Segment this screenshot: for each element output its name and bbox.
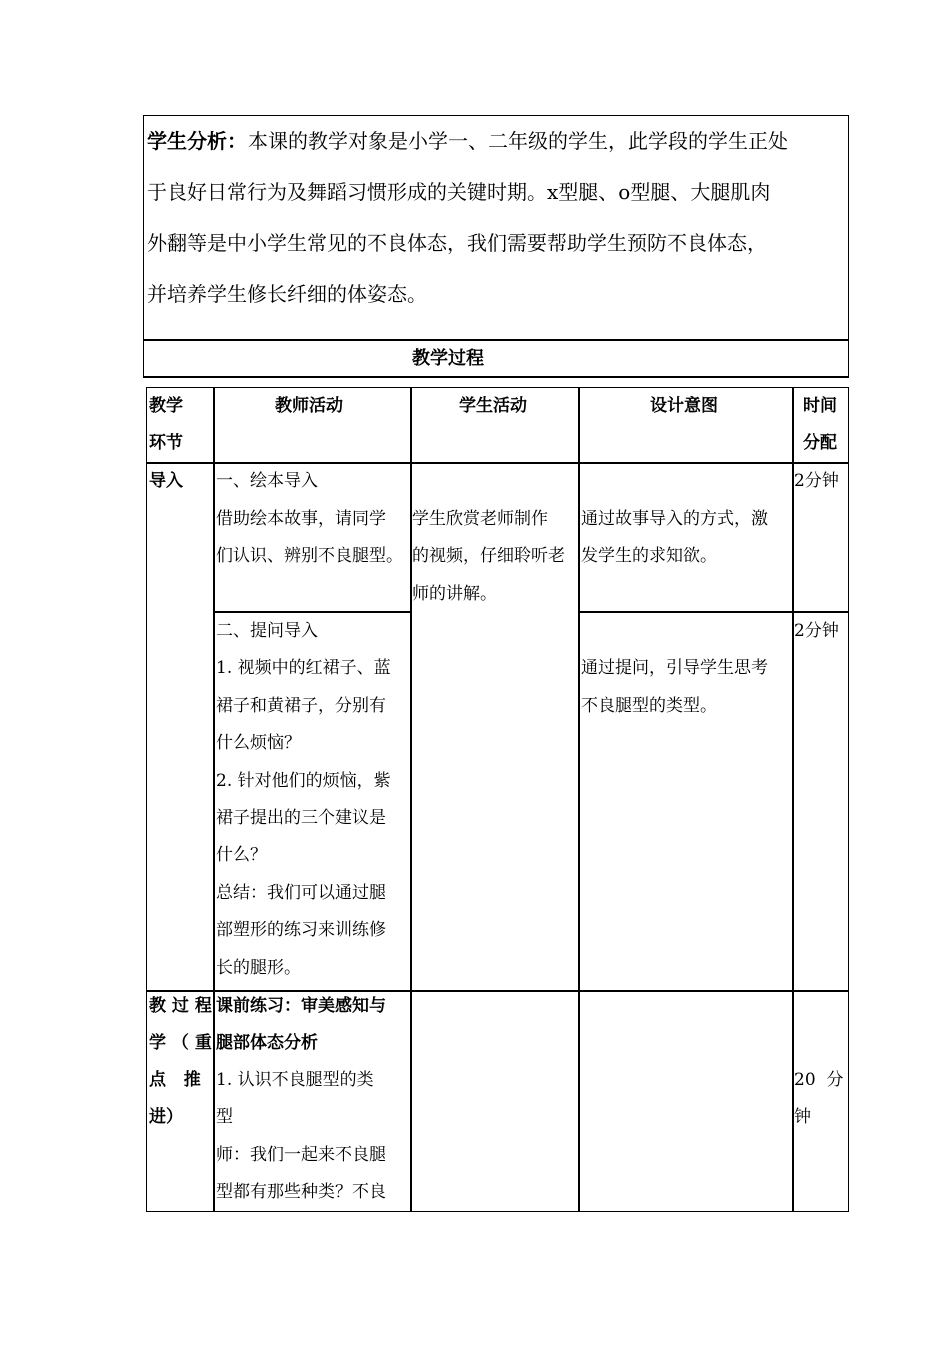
process-teacher-bold-2: 腿部体态分析	[216, 1033, 318, 1053]
intro-teacher-1-line-1: 一、绘本导入	[216, 471, 318, 491]
intro-teacher-2-line-9: 部塑形的练习来训练修	[216, 920, 386, 940]
process-teacher-line-3: 师：我们一起来不良腿	[216, 1145, 386, 1165]
intro-stage: 导入	[149, 471, 183, 491]
row-line-teacher-split	[213, 611, 411, 613]
process-time-line-2: 钟	[794, 1107, 811, 1127]
intro-teacher-2-line-5: 2. 针对他们的烦恼，紫	[216, 771, 391, 791]
intro-teacher-2-line-7: 什么？	[216, 845, 267, 865]
analysis-line-2: 于良好日常行为及舞蹈习惯形成的关键时期。x型腿、o型腿、大腿肌肉	[147, 180, 771, 204]
intro-student-line-3: 师的讲解。	[412, 584, 497, 604]
intro-teacher-2-line-8: 总结：我们可以通过腿	[216, 883, 386, 903]
intro-time-2: 2分钟	[794, 621, 839, 641]
analysis-bottom	[143, 376, 849, 378]
header-time-2: 分配	[803, 433, 837, 453]
process-title: 教学过程	[412, 348, 484, 369]
intro-teacher-2-line-3: 裙子和黄裙子，分别有	[216, 696, 386, 716]
header-time-1: 时间	[803, 396, 837, 416]
intro-teacher-1-line-2: 借助绘本故事，请同学	[216, 509, 386, 529]
analysis-line-4: 并培养学生修长纤细的体姿态。	[147, 282, 427, 306]
header-design: 设计意图	[650, 396, 718, 416]
process-stage-line-1: 教 过 程	[149, 996, 212, 1016]
header-teacher: 教师活动	[275, 396, 343, 416]
process-teacher-bold-1: 课前练习：审美感知与	[216, 996, 386, 1016]
process-stage-line-2: 学 （ 重	[149, 1033, 212, 1053]
intro-design-2-line-1: 通过提问，引导学生思考	[581, 658, 768, 678]
intro-teacher-2-line-4: 什么烦恼？	[216, 733, 301, 753]
process-stage-line-3: 点 推	[149, 1070, 201, 1090]
analysis-line-3: 外翻等是中小学生常见的不良体态，我们需要帮助学生预防不良体态，	[147, 231, 767, 255]
header-student: 学生活动	[459, 396, 527, 416]
col-line-3	[578, 387, 580, 1212]
intro-teacher-1-line-3: 们认识、辨别不良腿型。	[216, 546, 403, 566]
student-analysis-label: 学生分析：	[147, 129, 247, 153]
intro-design-1-line-2: 发学生的求知欲。	[581, 546, 717, 566]
analysis-line-1: 本课的教学对象是小学一、二年级的学生，此学段的学生正处	[248, 129, 788, 153]
header-stage-1: 教学	[149, 396, 183, 416]
intro-student-line-1: 学生欣赏老师制作	[412, 509, 548, 529]
header-stage-2: 环节	[149, 433, 183, 453]
intro-teacher-2-line-10: 长的腿形。	[216, 958, 301, 978]
intro-teacher-2-line-6: 裙子提出的三个建议是	[216, 808, 386, 828]
process-teacher-line-1: 1. 认识不良腿型的类	[216, 1070, 374, 1090]
row-line-design-split	[578, 611, 849, 613]
analysis-divider	[143, 339, 849, 341]
col-line-1	[213, 387, 215, 1212]
intro-design-2-line-2: 不良腿型的类型。	[581, 696, 717, 716]
intro-teacher-2-line-1: 二、提问导入	[216, 621, 318, 641]
row-line-header	[146, 462, 849, 464]
intro-teacher-2-line-2: 1. 视频中的红裙子、蓝	[216, 658, 391, 678]
intro-time-1: 2分钟	[794, 471, 839, 491]
process-stage-line-4: 进）	[149, 1107, 183, 1127]
process-time-line-1: 20 分	[794, 1070, 844, 1090]
intro-student-line-2: 的视频，仔细聆听老	[412, 546, 565, 566]
process-teacher-line-4: 型都有那些种类？不良	[216, 1182, 386, 1202]
process-teacher-line-2: 型	[216, 1107, 233, 1127]
row-line-intro-end	[146, 990, 849, 992]
intro-design-1-line-1: 通过故事导入的方式，激	[581, 509, 768, 529]
